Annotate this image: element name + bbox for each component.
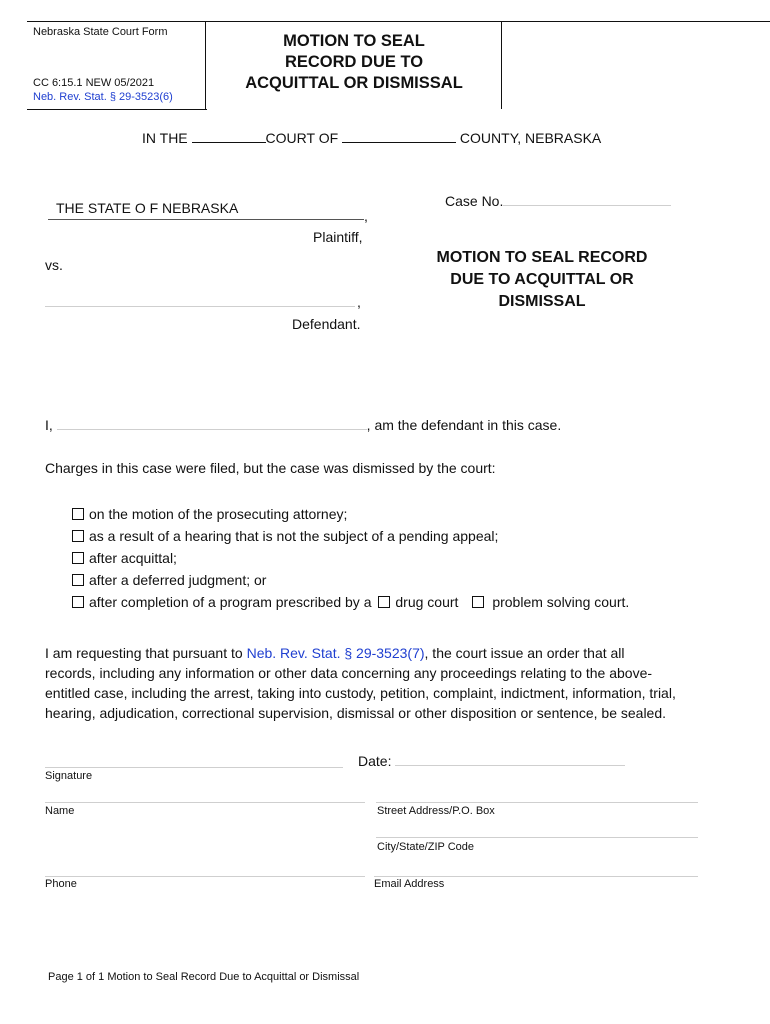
page-footer: Page 1 of 1 Motion to Seal Record Due to Acquittal or Dismissal xyxy=(48,971,360,983)
request-paragraph xyxy=(45,643,745,723)
option-checkbox-prosecuting-attorney[interactable] xyxy=(72,508,84,520)
motion-title-line-3: DISMISSAL xyxy=(498,293,586,310)
dismissal-options xyxy=(72,503,629,613)
plaintiff-comma: , xyxy=(364,208,368,224)
street-address-label: Street Address/P.O. Box xyxy=(377,805,495,817)
court-line xyxy=(142,130,601,146)
city-state-zip-field[interactable] xyxy=(376,837,698,838)
option-label: after a deferred judgment; or xyxy=(89,572,267,588)
i-label: I, xyxy=(45,417,53,433)
option-row-acquittal xyxy=(72,547,629,569)
problem-solving-court-label: problem solving court. xyxy=(492,594,630,610)
request-line-4: hearing, adjudication, correctional supervision, dismissal or other disposition or sentence, be sealed. xyxy=(45,705,667,721)
form-title-line-3: ACQUITTAL OR DISMISSAL xyxy=(245,74,463,92)
form-title-line-2: RECORD DUE TO xyxy=(284,53,424,71)
request-line-1 xyxy=(45,643,745,663)
request-prefix: I am requesting that pursuant to xyxy=(45,645,243,661)
case-number-row xyxy=(445,193,671,209)
option-checkbox-deferred-judgment[interactable] xyxy=(72,574,84,586)
request-statute-link[interactable]: Neb. Rev. Stat. § 29-3523(7) xyxy=(246,645,425,661)
header-statute-link[interactable]: Neb. Rev. Stat. § 29-3523(6) xyxy=(33,91,173,103)
option-row-hearing xyxy=(72,525,629,547)
versus-label: vs. xyxy=(45,257,63,273)
motion-title-line-2: DUE TO ACQUITTAL OR xyxy=(450,271,634,288)
option-row-program-completion xyxy=(72,591,629,613)
plaintiff-name: THE STATE O F NEBRASKA xyxy=(56,200,239,216)
court-of-label: COURT OF xyxy=(265,130,339,146)
city-state-zip-label: City/State/ZIP Code xyxy=(377,841,475,853)
case-number-label: Case No. xyxy=(445,193,504,209)
signature-label: Signature xyxy=(45,770,93,782)
header-bottom-rule xyxy=(27,109,207,110)
signature-field[interactable] xyxy=(45,767,343,768)
drug-court-checkbox[interactable] xyxy=(378,596,390,608)
option-label: as a result of a hearing that is not the subject of a pending appeal; xyxy=(89,528,499,544)
request-line-2: records, including any information or other data concerning any proceedings relating to the above- xyxy=(45,665,653,681)
date-label: Date: xyxy=(358,753,392,769)
form-title-line-1: MOTION TO SEAL xyxy=(283,32,425,50)
plaintiff-line xyxy=(48,219,364,220)
defendant-label: Defendant. xyxy=(292,316,361,332)
plaintiff-label: Plaintiff, xyxy=(313,229,363,245)
form-title xyxy=(206,31,502,94)
request-line-3: entitled case, including the arrest, taking into custody, petition, complaint, indictment, information, trial, xyxy=(45,685,676,701)
case-number-field[interactable] xyxy=(503,205,671,206)
motion-title-line-1: MOTION TO SEAL RECORD xyxy=(436,249,648,266)
in-the-label: IN THE xyxy=(142,130,188,146)
name-field[interactable] xyxy=(45,802,365,803)
date-field[interactable] xyxy=(395,765,625,766)
email-label: Email Address xyxy=(374,878,445,890)
email-field[interactable] xyxy=(374,876,698,877)
option-checkbox-hearing[interactable] xyxy=(72,530,84,542)
option-label: after acquittal; xyxy=(89,550,177,566)
county-label: COUNTY, NEBRASKA xyxy=(459,130,602,146)
defendant-signer-field[interactable] xyxy=(57,429,367,430)
option-label: after completion of a program prescribed by a xyxy=(89,594,372,610)
problem-solving-court-checkbox[interactable] xyxy=(472,596,484,608)
header-top-rule xyxy=(27,21,770,22)
request-line1-suffix: , the court issue an order that all xyxy=(424,645,625,661)
defendant-name-field[interactable] xyxy=(45,306,355,307)
phone-label: Phone xyxy=(45,878,77,890)
form-number: CC 6:15.1 NEW 05/2021 xyxy=(33,77,155,89)
street-address-field[interactable] xyxy=(376,802,698,803)
date-row xyxy=(358,753,625,769)
name-label: Name xyxy=(45,805,75,817)
option-label: on the motion of the prosecuting attorney; xyxy=(89,506,348,522)
drug-court-label: drug court xyxy=(395,594,459,610)
county-name-field[interactable] xyxy=(342,142,456,143)
motion-title xyxy=(424,247,660,313)
option-row-deferred-judgment xyxy=(72,569,629,591)
court-form-label: Nebraska State Court Form xyxy=(33,26,168,38)
defendant-statement: , am the defendant in this case. xyxy=(366,417,562,433)
option-checkbox-acquittal[interactable] xyxy=(72,552,84,564)
option-checkbox-program-completion[interactable] xyxy=(72,596,84,608)
phone-field[interactable] xyxy=(45,876,365,877)
defendant-statement-row xyxy=(45,417,561,433)
option-row-prosecuting-attorney xyxy=(72,503,629,525)
court-name-field[interactable] xyxy=(192,142,266,143)
defendant-comma: , xyxy=(357,294,361,310)
charges-intro: Charges in this case were filed, but the case was dismissed by the court: xyxy=(45,460,496,476)
